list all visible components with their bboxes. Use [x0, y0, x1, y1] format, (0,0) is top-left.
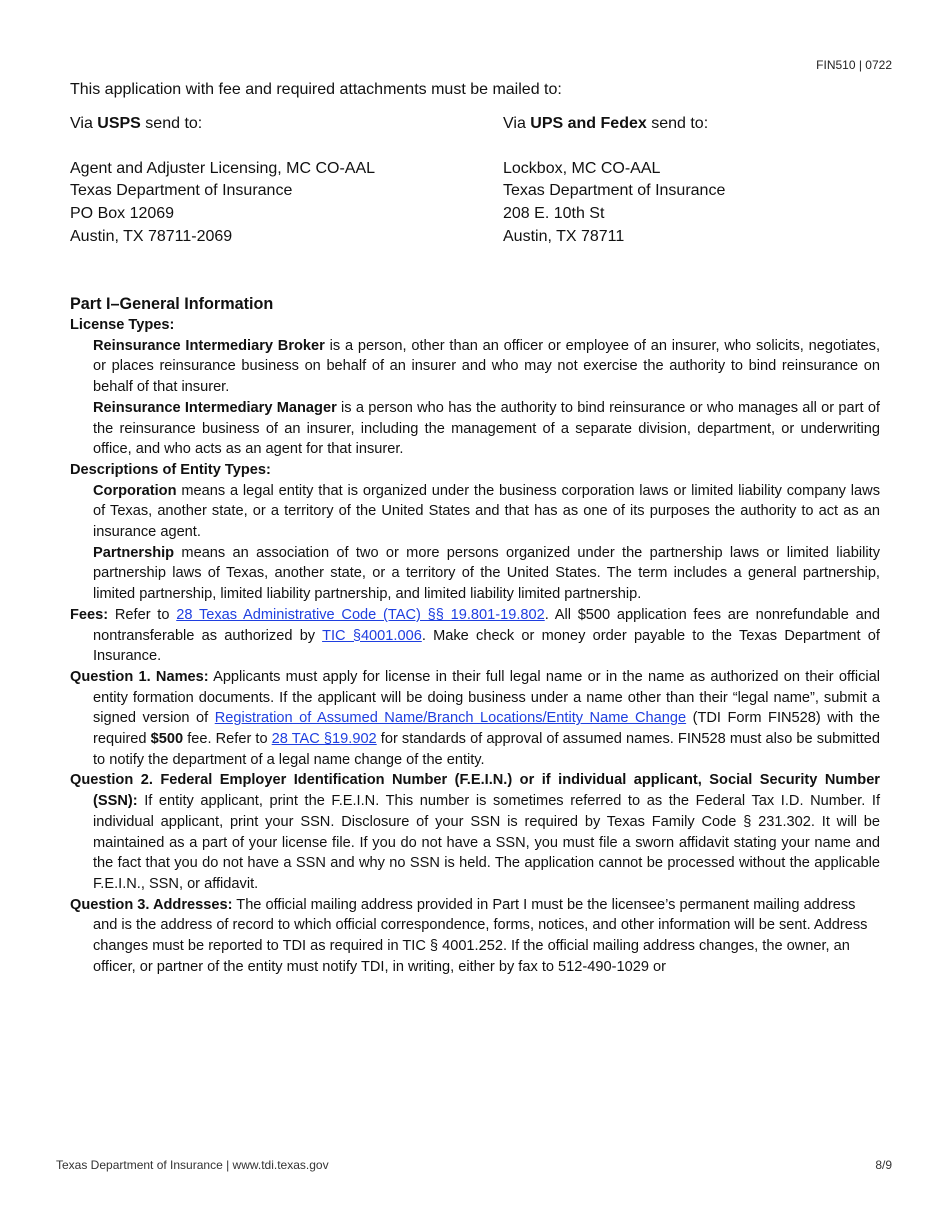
question-1-label: Question 1. Names: [70, 668, 209, 685]
via-prefix: Via [503, 115, 531, 132]
question-2-label: Question 2. Federal Employer Identification Number (F.E.I.N.) or if individual applicant, Social Security Number (SSN): [70, 772, 880, 810]
tic-4001-006-link[interactable]: TIC §4001.006 [322, 627, 422, 644]
rib-text: is a person, other than an officer or employee of an insurer, who solicits, negotiates, or places reinsurance business on behalf of an insurer and who may not exercise the authority to bind reinsurance on behalf of that insurer. [93, 337, 881, 396]
entity-types-heading: Descriptions of Entity Types: [70, 461, 271, 478]
question-1-text: fee. Refer to [183, 731, 272, 748]
rim-text: is a person who has the authority to bind reinsurance or who manages all or part of the reinsurance business of an insurer, including the management of a separate division, department, or underwriting office, and who acts as an agent for that insurer. [93, 399, 880, 458]
fin528-form-link[interactable]: Registration of Assumed Name/Branch Locations/Entity Name Change [214, 710, 687, 727]
fees-text: . Make check or money order payable to the Texas Department of Insurance. [93, 627, 880, 665]
partnership-term: Partnership [93, 544, 175, 561]
page-number: 8/9 [875, 1158, 892, 1172]
fee-amount: $500 [150, 731, 184, 748]
question-3-paragraph [70, 895, 880, 978]
ups-address-line: 208 E. 10th St [503, 205, 605, 223]
ups-address-line: Lockbox, MC CO-AAL [503, 159, 661, 177]
usps-address-line: Austin, TX 78711-2069 [70, 227, 233, 245]
question-1-text: (TDI Form FIN528) with the required [93, 710, 880, 748]
tac-19-902-link[interactable]: 28 TAC §19.902 [271, 731, 377, 748]
ups-heading [503, 113, 893, 136]
usps-address-line: PO Box 12069 [70, 205, 175, 223]
question-1-text: for standards of approval of assumed names. FIN528 must also be submitted to notify the department of a legal name change of the entity. [93, 731, 881, 768]
partnership-definition [70, 543, 880, 605]
question-2-text: If entity applicant, print the F.E.I.N. This number is sometimes referred to as the Federal Tax I.D. Number. If individual applicant, print your SSN. Disclosure of your SSN is required by Texas Family Code § 231.302. It will be maintained as a part of your license file. If you do not have a SSN, you must file a sworn affidavit stating your name and the fact that you do not have a SSN and why no SSN is held. The application cannot be processed without the applicable F.E.I.N., SSN, or affidavit. [93, 793, 880, 892]
question-1-paragraph [70, 667, 880, 771]
rib-term: Reinsurance Intermediary Broker [93, 337, 325, 354]
usps-heading [70, 113, 490, 136]
usps-address-line: Agent and Adjuster Licensing, MC CO-AAL [70, 159, 376, 177]
question-1-text: Applicants must apply for license in their full legal name or in the name as authorized on their official entity formation documents. If the applicant will be doing business under a name other than their “legal name”, submit a signed version of [93, 668, 880, 727]
ups-address-line: Texas Department of Insurance [503, 182, 726, 200]
rib-definition [70, 336, 880, 398]
footer-agency: Texas Department of Insurance | www.tdi.texas.gov [56, 1158, 329, 1172]
question-3-label: Question 3. Addresses: [70, 896, 233, 913]
rim-term: Reinsurance Intermediary Manager [93, 399, 337, 416]
via-suffix: send to: [140, 115, 203, 132]
corporation-text: means a legal entity that is organized under the business corporation laws or limited liability company laws of Texas, another state, or a territory of the United States and that has as one of its purposes the authority to act as an insurance agent. [93, 482, 880, 541]
tac-fees-link[interactable]: 28 Texas Administrative Code (TAC) §§ 19.801-19.802 [176, 606, 545, 623]
usps-carrier: USPS [97, 115, 141, 132]
corporation-term: Corporation [93, 482, 177, 499]
via-suffix: send to: [646, 115, 709, 132]
partnership-text: means an association of two or more persons organized under the partnership laws or limited liability partnership laws of Texas, another state, or a territory of the United States. The term includes a general partnership, limited partnership, limited liability partnership, and limited liability limited partnership. [93, 544, 880, 603]
fees-text: . All $500 application fees are nonrefundable and nontransferable as authorized by [93, 606, 881, 644]
via-prefix: Via [70, 115, 98, 132]
form-code: FIN510 | 0722 [816, 58, 892, 72]
fees-text: Refer to [108, 606, 177, 623]
question-3-text: The official mailing address provided in Part I must be the licensee’s permanent mailing address and is the address of record to which official correspondence, forms, notices, and other information will be sent. Address changes must be reported to TDI as required in TIC § 4001.252. If the official mailing address changes, the owner, an officer, or partner of the entity must notify TDI, in writing, either by fax to 512-490-1029 or [93, 896, 868, 975]
rim-definition [70, 398, 880, 460]
fees-paragraph [70, 605, 880, 667]
part-title: Part I–General Information [70, 295, 274, 313]
ups-carrier: UPS and Fedex [530, 115, 647, 132]
usps-address-block [70, 113, 490, 249]
mailing-intro: This application with fee and required attachments must be mailed to: [70, 81, 562, 98]
ups-fedex-address-block [503, 113, 893, 249]
ups-address-line: Austin, TX 78711 [503, 227, 625, 245]
general-information-section [70, 294, 880, 978]
fees-label: Fees: [70, 606, 109, 623]
license-types-heading: License Types: [70, 317, 175, 333]
corporation-definition [70, 481, 880, 543]
usps-address-line: Texas Department of Insurance [70, 182, 293, 200]
question-2-paragraph [70, 770, 880, 894]
